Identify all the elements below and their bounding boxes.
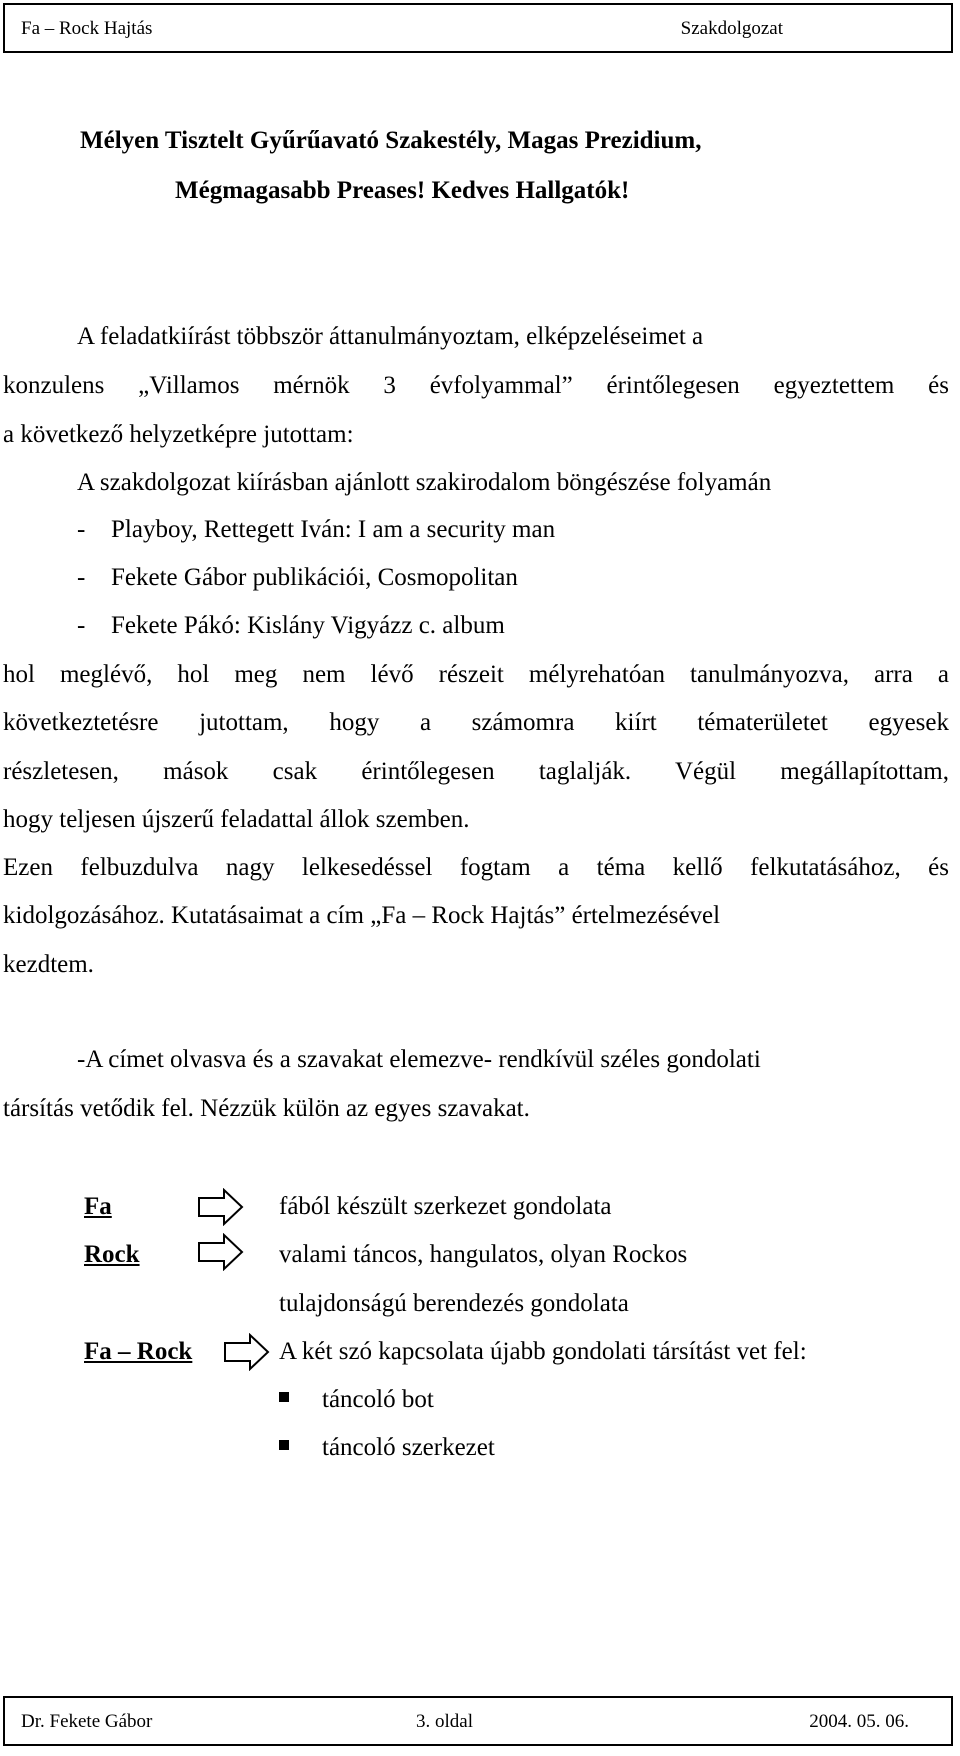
definition-text: A két szó kapcsolata újabb gondolati társítást vet fel: — [279, 1338, 807, 1365]
right-arrow-icon — [198, 1233, 244, 1271]
header-title: Fa – Rock Hajtás — [21, 18, 153, 39]
right-arrow-icon — [224, 1333, 270, 1371]
bullet-item: táncoló szerkezet — [322, 1434, 495, 1461]
literature-item — [77, 611, 505, 641]
paragraph2-line-3: részletesen, mások csak érintőlegesen taglalják. Végül megállapítottam, — [3, 758, 949, 785]
page-footer — [3, 1696, 953, 1746]
paragraph3-line-3: kezdtem. — [3, 951, 94, 978]
header-doc-type: Szakdolgozat — [680, 18, 783, 39]
paragraph3-line-1: Ezen felbuzdulva nagy lelkesedéssel fogtam a téma kellő felkutatásához, és — [3, 854, 949, 881]
dash-marker: - — [77, 612, 86, 639]
salutation-line-2: Mégmagasabb Preases! Kedves Hallgatók! — [175, 177, 630, 204]
paragraph1-line-4: A szakdolgozat kiírásban ajánlott szakirodalom böngészése folyamán — [77, 469, 772, 496]
footer-date: 2004. 05. 06. — [809, 1711, 909, 1732]
right-arrow-icon — [198, 1188, 244, 1226]
footer-author: Dr. Fekete Gábor — [21, 1711, 153, 1732]
dash-marker: - — [77, 564, 86, 591]
paragraph4-line-2: társítás vetődik fel. Nézzük külön az egyes szavakat. — [3, 1095, 530, 1122]
definition-text: valami táncos, hangulatos, olyan Rockos — [279, 1241, 688, 1268]
paragraph2-line-4: hogy teljesen újszerű feladattal állok szemben. — [3, 806, 470, 833]
paragraph4-line-1: -A címet olvasva és a szavakat elemezve- rendkívül széles gondolati — [77, 1046, 761, 1073]
paragraph1-line-1: A feladatkiírást többször áttanulmányoztam, elképzeléseimet a — [77, 323, 704, 350]
literature-item — [77, 515, 555, 545]
literature-text: Fekete Gábor publikációi, Cosmopolitan — [111, 564, 518, 591]
paragraph1-line-2: konzulens „Villamos mérnök 3 évfolyammal” érintőlegesen egyeztettem és — [3, 372, 949, 399]
salutation-line-1: Mélyen Tisztelt Gyűrűavató Szakestély, Magas Prezidium, — [80, 127, 702, 154]
paragraph3-line-2: kidolgozásához. Kutatásaimat a cím „Fa – Rock Hajtás” értelmezésével — [3, 902, 721, 929]
paragraph1-line-3: a következő helyzetképre jutottam: — [3, 421, 354, 448]
definition-term: Fa — [84, 1193, 112, 1220]
footer-page-number: 3. oldal — [416, 1711, 473, 1732]
square-bullet-icon — [279, 1440, 289, 1450]
definition-text-continued: tulajdonságú berendezés gondolata — [279, 1290, 629, 1317]
bullet-item: táncoló bot — [322, 1386, 434, 1413]
page-header — [3, 3, 953, 53]
definition-text: fából készült szerkezet gondolata — [279, 1193, 612, 1220]
square-bullet-icon — [279, 1392, 289, 1402]
paragraph2-line-1: hol meglévő, hol meg nem lévő részeit mélyrehatóan tanulmányozva, arra a — [3, 661, 949, 688]
paragraph2-line-2: következtetésre jutottam, hogy a számomra kiírt tématerületet egyesek — [3, 709, 949, 736]
dash-marker: - — [77, 516, 86, 543]
literature-text: Playboy, Rettegett Iván: I am a security man — [111, 516, 556, 543]
literature-item — [77, 563, 518, 593]
definition-term: Rock — [84, 1241, 140, 1268]
literature-text: Fekete Pákó: Kislány Vigyázz c. album — [111, 612, 505, 639]
definition-term: Fa – Rock — [84, 1338, 193, 1365]
